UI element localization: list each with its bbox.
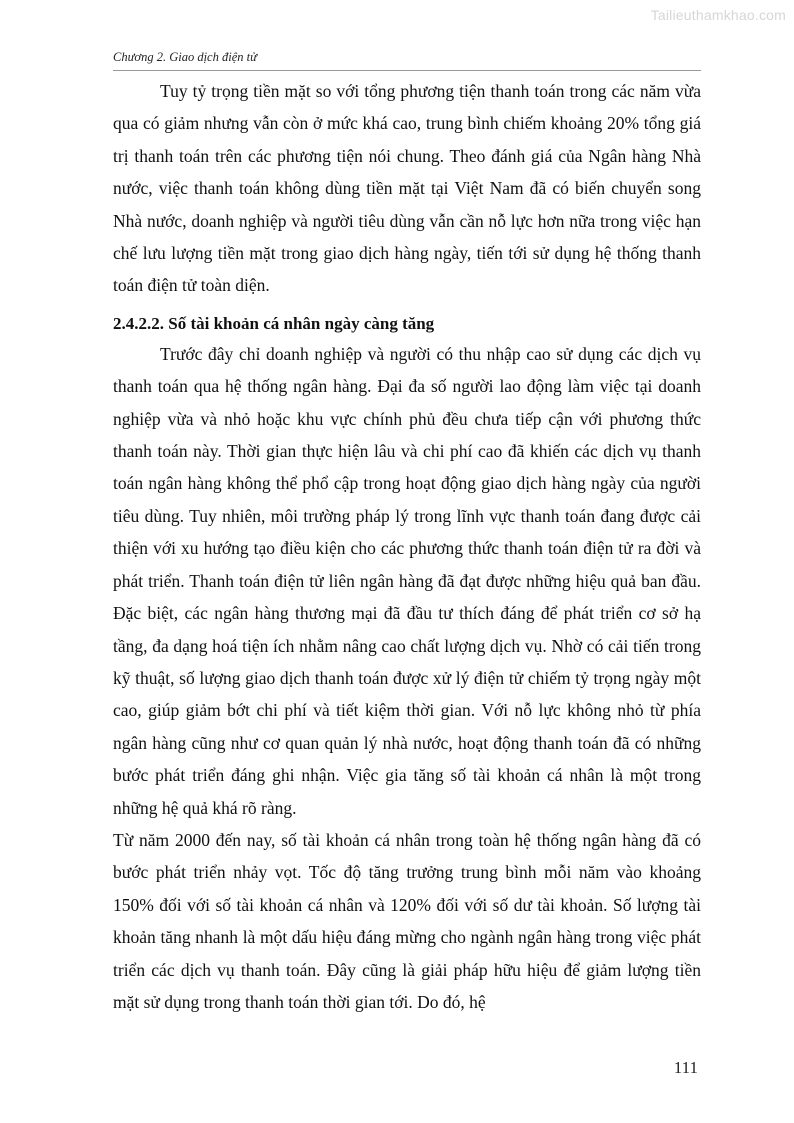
- page-body: [113, 75, 701, 1018]
- page-number: 111: [673, 1058, 698, 1077]
- section-heading: 2.4.2.2. Số tài khoản cá nhân ngày càng tăng: [113, 313, 435, 333]
- running-head: Chương 2. Giao dịch điện tử: [113, 50, 701, 71]
- watermark: Tailieuthamkhao.com: [650, 7, 786, 23]
- paragraph-cash-ratio: Tuy tỷ trọng tiền mặt so với tổng phương tiện thanh toán trong các năm vừa qua có giảm nhưng vẫn còn ở mức khá cao, trung bình chiếm khoảng 20% tổng giá trị thanh toán trên các phương tiện nói chung. Theo đánh giá của Ngân hàng Nhà nước, việc thanh toán không dùng tiền mặt tại Việt Nam đã có biến chuyển song Nhà nước, doanh nghiệp và người tiêu dùng vẫn cần nỗ lực hơn nữa trong việc hạn chế lưu lượng tiền mặt trong giao dịch hàng ngày, tiến tới sử dụng hệ thống thanh toán điện tử toàn diện.: [113, 81, 701, 296]
- paragraph-banking-services: Trước đây chỉ doanh nghiệp và người có thu nhập cao sử dụng các dịch vụ thanh toán qua hệ thống ngân hàng. Đại đa số người lao động làm việc tại doanh nghiệp vừa và nhỏ hoặc khu vực chính phủ đều chưa tiếp cận với phương thức thanh toán này. Thời gian thực hiện lâu và chi phí cao đã khiến các dịch vụ thanh toán ngân hàng không thể phổ cập trong hoạt động giao dịch hàng ngày của người tiêu dùng. Tuy nhiên, môi trường pháp lý trong lĩnh vực thanh toán đang được cải thiện với xu hướng tạo điều kiện cho các phương thức thanh toán điện tử ra đời và phát triển. Thanh toán điện tử liên ngân hàng đã đạt được những hiệu quả ban đầu. Đặc biệt, các ngân hàng thương mại đã đầu tư thích đáng để phát triển cơ sở hạ tầng, đa dạng hoá tiện ích nhằm nâng cao chất lượng dịch vụ. Nhờ có cải tiến trong kỹ thuật, số lượng giao dịch thanh toán được xử lý điện tử chiếm tỷ trọng ngày một cao, giúp giảm bớt chi phí và tiết kiệm thời gian. Với nỗ lực không nhỏ từ phía ngân hàng cũng như cơ quan quản lý nhà nước, hoạt động thanh toán đã có những bước phát triển đáng ghi nhận. Việc gia tăng số tài khoản cá nhân là một trong những hệ quả khá rõ ràng.: [113, 343, 701, 818]
- paragraph-account-growth: Từ năm 2000 đến nay, số tài khoản cá nhân trong toàn hệ thống ngân hàng đã có bước phát triển nhảy vọt. Tốc độ tăng trưởng trung bình mỗi năm vào khoảng 150% đối với số tài khoản cá nhân và 120% đối với số dư tài khoản. Số lượng tài khoản tăng nhanh là một dấu hiệu đáng mừng cho ngành ngân hàng trong việc phát triển các dịch vụ thanh toán. Đây cũng là giải pháp hữu hiệu để giảm lượng tiền mặt sử dụng trong thanh toán thời gian tới. Do đó, hệ: [113, 829, 701, 1012]
